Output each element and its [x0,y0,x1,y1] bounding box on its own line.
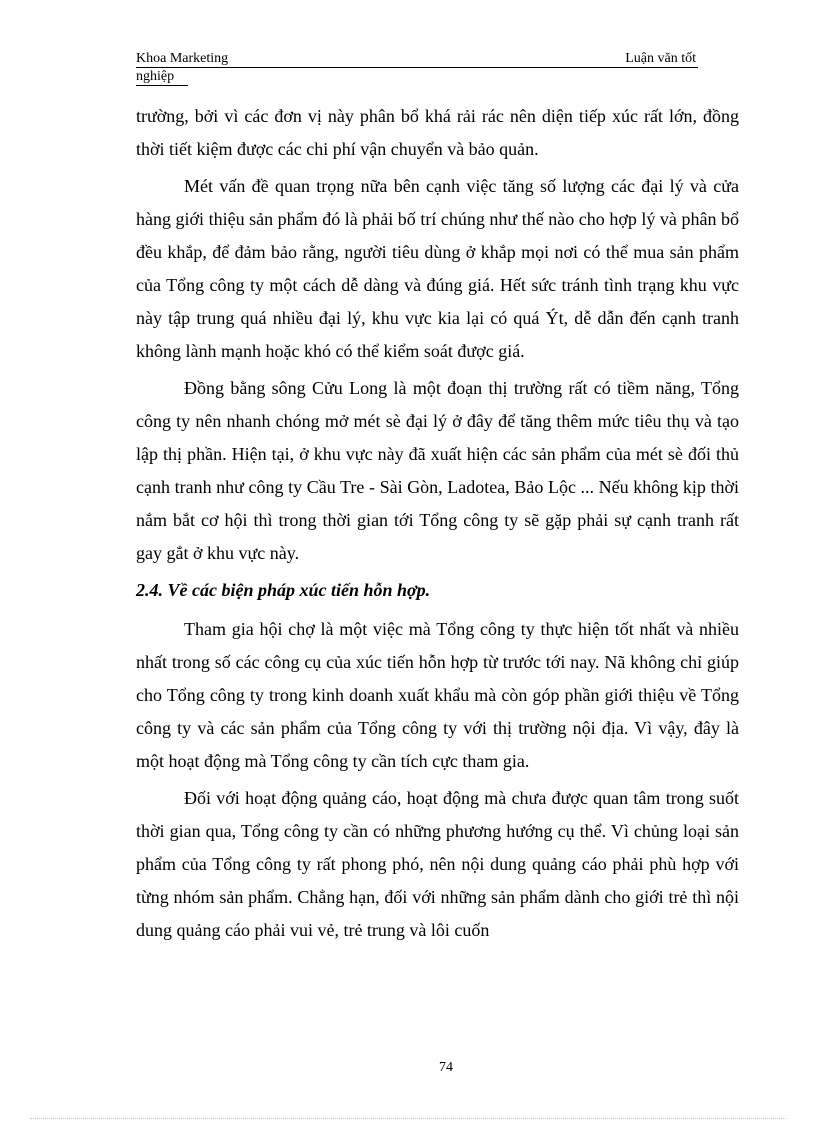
page-header [136,50,698,86]
page-bottom-divider [30,1118,786,1119]
header-department: Khoa Marketing [136,51,229,66]
header-row [136,50,698,68]
paragraph-trade-fairs: Tham gia hội chợ là một việc mà Tổng công ty thực hiện tốt nhất và nhiều nhất trong số các công cụ của xúc tiến hỗn hợp từ trước tới nay. Nã không chỉ giúp cho Tổng công ty trong kinh doanh xuất khẩu mà còn góp phần giới thiệu về Tổng công ty và các sản phẩm của Tổng công ty với thị trường nội địa. Vì vậy, đây là một hoạt động mà Tổng công ty cần tích cực tham gia. [136,619,739,771]
header-document-type-continued: nghiệp [136,68,188,86]
paragraph-advertising: Đối với hoạt động quảng cáo, hoạt động mà chưa được quan tâm trong suốt thời gian qua, Tổng công ty cần có những phương hướng cụ thể. Vì chủng loại sản phẩm của Tổng công ty rất phong phó, nên nội dung quảng cáo phải phù hợp với từng nhóm sản phẩm. Chẳng hạn, đối với những sản phẩm dành cho giới trẻ thì nội dung quảng cáo phải vui vẻ, trẻ trung và lôi cuốn [136,788,739,940]
page-number: 74 [439,1060,453,1075]
section-heading: 2.4. Về các biện pháp xúc tiến hỗn hợp. [136,580,431,600]
paragraph-mekong-delta: Đồng bằng sông Cửu Long là một đoạn thị trường rất có tiềm năng, Tổng công ty nên nhanh chóng mở mét sè đại lý ở đây để tăng thêm mức tiêu thụ và tạo lập thị phần. Hiện tại, ở khu vực này đã xuất hiện các sản phẩm của mét sè đối thủ cạnh tranh như công ty Cầu Tre - Sài Gòn, Ladotea, Bảo Lộc ... Nếu không kịp thời nắm bắt cơ hội thì trong thời gian tới Tổng công ty sẽ gặp phải sự cạnh tranh rất gay gắt ở khu vực này. [136,378,739,563]
header-document-type: Luận văn tốt [625,51,696,66]
paragraph-continued: trường, bởi vì các đơn vị này phân bổ khá rải rác nên diện tiếp xúc rất lớn, đồng thời tiết kiệm được các chi phí vận chuyển và bảo quản. [136,106,739,159]
paragraph-agent-distribution: Mét vấn đề quan trọng nữa bên cạnh việc tăng số lượng các đại lý và cửa hàng giới thiệu sản phẩm đó là phải bố trí chúng như thế nào cho hợp lý và phân bổ đều khắp, để đảm bảo rằng, người tiêu dùng ở khắp mọi nơi có thể mua sản phẩm của Tổng công ty một cách dễ dàng và đúng giá. Hết sức tránh tình trạng khu vực này tập trung quá nhiều đại lý, khu vực kia lại có quá Ýt, dễ dẫn đến cạnh tranh không lành mạnh hoặc khó có thể kiểm soát được giá. [136,176,739,361]
body-text [136,100,739,951]
